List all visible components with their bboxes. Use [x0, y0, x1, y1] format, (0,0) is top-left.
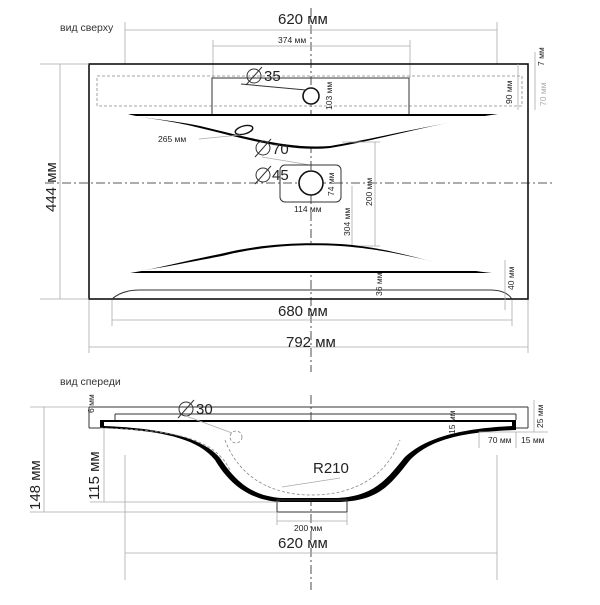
dim-74-label: 74 мм — [326, 172, 336, 196]
dim-620-top-label: 620 мм — [278, 11, 328, 28]
dim-6-label: 6 мм — [86, 394, 96, 413]
top-view-label: вид сверху — [60, 22, 114, 34]
dim-680-label: 680 мм — [278, 303, 328, 320]
front-dim-70-label: 70 мм — [488, 435, 512, 445]
dim-374-label: 374 мм — [278, 35, 307, 45]
dim-200-label: 200 мм — [364, 177, 374, 206]
dim-7-label: 7 мм — [536, 47, 546, 66]
dim-36-label: 36 мм — [374, 272, 384, 296]
dim-792-label: 792 мм — [286, 334, 336, 351]
dia-70-label: 70 — [272, 141, 289, 158]
front-dim-15-label: 15 мм — [447, 410, 457, 434]
front-dim-15b-label: 15 мм — [521, 435, 545, 445]
dim-304-label: 304 мм — [342, 207, 352, 236]
dim-90-label: 90 мм — [504, 80, 514, 104]
dim-148-label: 148 мм — [27, 460, 44, 510]
front-view-label: вид спереди — [60, 376, 121, 388]
dim-115-label: 115 мм — [86, 451, 103, 500]
front-dim-25-label: 25 мм — [535, 404, 545, 428]
front-dim-200-label: 200 мм — [294, 523, 323, 533]
dim-103-label: 103 мм — [324, 81, 334, 110]
dim-40-label: 40 мм — [506, 266, 516, 290]
dim-265-label: 265 мм — [158, 134, 187, 144]
drain-hole — [299, 171, 323, 195]
radius-label: R210 — [313, 460, 349, 477]
dim-444-label: 444 мм — [43, 162, 60, 212]
dia-30-label: 30 — [196, 401, 213, 418]
dim-70-label: 70 мм — [538, 82, 548, 106]
dia-35-label: 35 — [264, 68, 281, 85]
front-lip — [112, 290, 512, 299]
dia-45-label: 45 — [272, 167, 289, 184]
dim-114-label: 114 мм — [294, 204, 322, 214]
front-dim-620-label: 620 мм — [278, 535, 328, 552]
